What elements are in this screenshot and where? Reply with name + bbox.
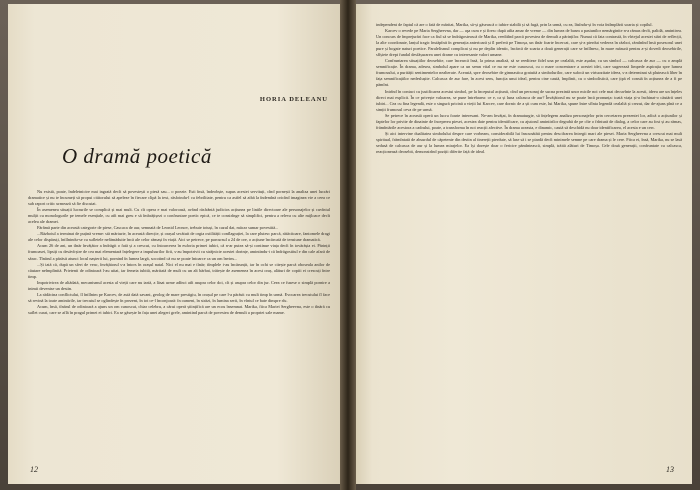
paragraph: ...Și iată că, după un sfert de veac, învățătorul s-a întors în orașul natal. Nici el nu mai e tînăr; tîmplele i-au încărunțit, iar în ochi se citește parcă oboseala anilor de căutare neîmplinită. Prietenii de odinioară l-au uitat, iar femeia iubită, măritată de mult cu un alt bărbat, trăiește de asemenea în acest oraș, alături de copiii ei crescuți între timp. — [28, 261, 330, 279]
page-number-right: 13 — [666, 465, 674, 474]
paragraph: Intrînd în contact cu justificarea acestui simbol, pe la începutul acțiunii, cînd un personaj de sucna prezintă unor micile noi cele mai decuvînte la acesti, ideea are un înțeles direct mai explicit. În ce privește valoarea, se pune întrebarea: ce e, ca și luna calcasca de aur? Învățătorul nu se poate încă pronunța: toată viața și-a închinat-o căutării unei iubiri... Cea cu fina legendă, este o singură pricină a vieții lui Karcev, care dornic de a ști cum este, lui Marika, spune între sfînta legendă cealaltă și crezut, dar de-ajuns pînă ce a simțit frumosul ceva de pe urmă. — [376, 88, 682, 112]
paragraph: Nu există, poate, îndeletnicire mai ingrată decît să povestești o piesă sau... o poezie. Esti însă, îndeobște, supus acestei servituți, cînd pornești la analiza unei lucrări dramatice și nu te încumeți să propui cititorului să apeleze în fiecare clipă la text, răsfoindu-l cu febrilitate, pentru ca astfel să aibă la îndemînă oricînd imaginea vie a ceea ce sub raport critic urmează să fie discutat. — [28, 189, 330, 207]
paragraph: Și aici intervine dualitatea simbolului despre care vorbeam, considerabilă lui înscunătăti pentru descifrarea întregii mari ale piesei. Maria Sergheevna a crescut mai mult spiritual, frămîntată de absurdul de căpetenie din destin al tinereții pierdute, să lase să i se piardă decît minimele semne pe care drama și le cere. Fiica ei, însă, Marika, nu se lasă sedusă de calcasca de aur și la lumea mirajelor. Ea își dorește doar o fericire pămîntească, simplă, trăită alături de Timoșa. Cele două generații, confruntate cu calcasca, reacționează deosebit, demonstrînd poziții diferite față de ideal. — [376, 130, 682, 154]
left-page — [8, 4, 344, 484]
paragraph: În asemenea situații lucrurile se complică și mai mult. Cu cît opera e mai valoroasă, având răsfrântă judicios acțiunea pe liniile directoare ale personajelor și cuvîntul mulțit cu monologurile pe temele esențiale, cu atît mai greu e să îmbrățișezi o confruntare poetic epică, ce te constrînge să simplifici, pentru a releva cu alte mijloace decît acelea ale dramei. — [28, 207, 330, 225]
paragraph: Confruntarea situațiilor deosebite, care încearcă însă, la prima analiză, să se reediteze fidel una pe cealaltă, este așadar, cu un simbol — calcasca de aur — cu o amplă semnificație. În drama, adesea, simbolul apare ca un semn vital ce nu ne este cunoscut, cu o mare concentrare a acestei idei, care sugerează limpede aspirația spre lumea frumosului, a purității sentimentelor nealterate. Această, spre deosebire de gimnastica gratuită a simbolurilor, care sufocă un virtuozitate ideea, s-a determinat să plutească liber în fața semnificațiilor nedeslușite. Calcasca de aur fare, în acest sens, funcția unui ideal, pentru cine caută, împlinit, cu o simbolistică, care țipă el constă în acțiunea de a fi pe pămînt. — [376, 58, 682, 88]
paragraph: Acum 26 de ani, un tînăr învățător a îndrăgit o fată și a crescut, cu întoarcerea în euforia primei iubiri, că n-ar putea să-și continue viața decît în tovărășia ei. Părinții frumoasei, lipsiți cu desăvîrșire de cea mai elementară înțelegere a impulsurilor firii, s-au împotrivit cu străjnicie acestei dorințe, amintindu-i că îndrăgostitul e din cale afară de sărac. Tînărul a părăsit atunci locul nașterii lui, pornind în lumea largă, socotind că nu se poate întoarce ca un om învins... — [28, 243, 330, 261]
paragraph: Impotrivirea de altădată, mecanismul acesta al vieții care nu iartă, a lăsat urme adînci atît asupra celor doi, cît și asupra celor din jur. Ceea ce fusese o simplă pornire a inimii devenise un destin. — [28, 279, 330, 291]
article-title: O dramă poetică — [62, 144, 212, 168]
paragraph: independent de faptul că are o fată de măritat, Marika, să-și găsească o iubire stabilă și să fugă, prin la urmă, cu ea, lăsîndu-și în voia întîmplării soarta și copilul. — [376, 22, 653, 27]
paragraph: Karcev o revede pe Maria Sergheevna, dar — aşa cum e și firesc după atîta amar de vreme — din lumea de basm a pasiunilor nemărginite n-a rămas decît, palidă, amintirea. Un concurs de împrejurări face ca fiul să se îndrăgostească de Marika, reeditînd parcă povestea de demult a părinților. Numai că fata contrastă, în vîrtejul acestei stări de reflecții, la alte coordonate, lanțul tragic înstăpînit în generația anterioară și îl preferă pe Timoșa, un tînăr foarte încercat, care și-a pierdut vederea în război, rămînînd însă posesorul unei pure și bogate naturi poetice. Paralelismul complicat și nu pe deplin identic, încărcă de soarta a două generații care se întîlnesc, în mare măsură pentru a-și dovedi deosebirile, sfîșiete drept fundal desfășurarea unei drame cu interesante valori umane. — [376, 28, 682, 58]
author-name: HORIA DELEANU — [259, 96, 328, 103]
paragraph: ...Războiul a terminat de puțină vreme: stă mărturie, în această direcție, și orașul secătuit de orgia ostilității conflagrației, la care plutesc parcă, rătăcitoare, fantomele dragi ale celor dispăruți, întîlnindu-se cu sufletele nefămăduite încă ale celor rămași în viață. Aici se petrece, pe parcursul a 24 de ore, o acțiune încărcată de tensiune dramatică. — [28, 231, 330, 243]
paragraph: La rădăcina conflictului, îl întîlnim pe Karcev, de astă dată savant, geolog de mare prestigiu, în orașul pe care l-a părăsit cu mult timp în urmă. Evocarea trecutului îl face să revină la toate amintirile, iar trecutul se oglindește în prezent, în tot ce-l înconjoară: în oameni, în străzi, în lumina serii, în vîntul ce bate dinspre rîu. — [28, 291, 330, 303]
paragraph: Fărâmă parte din această categorie de piese, Cascaca de aur, semnată de Leonid Leonov, trebuie totuși, în cazul dat, măcar sumar povestită... — [37, 225, 279, 231]
paragraph: Acum, însă, tînărul de odinioară a ajuns un om cunoscut, chiar celebru, a cărui operă științifică are un ecou însemnat. Marika, fiica Mariei Sergheevna, este o tînără cu suflet curat, care se află în pragul primei ei iubiri. Ea se găsește în fața unei alegeri grele, amintind parcă de povestea de demult a propriei sale mame. — [28, 303, 330, 315]
right-page-body — [376, 22, 682, 155]
right-page — [352, 4, 692, 484]
book-spine-gutter — [340, 0, 356, 490]
page-number-left: 12 — [30, 465, 38, 474]
left-page-body — [28, 189, 330, 316]
paragraph: Se petrece în această operă un lucru foarte interesant. Ne-am învățat, în dramaturgie, să înțelegem analiza personajelor prin cercetarea prezentei lor, adică a acțiunilor și faptelor lor privite de dinainte de începerea piesei, acestea date pentru identificare, cu ajutorul amintirilor degrabă de pe cîte o frîntură de dialog, a celor care au fost și au rămas, frămîntările acestora a cadrului, poate, a transforma în noi reacții afective. În drama aceasta, e dinamic, caută să deschidă nu doar identificarea, el acesta e un cerc. — [376, 112, 682, 130]
